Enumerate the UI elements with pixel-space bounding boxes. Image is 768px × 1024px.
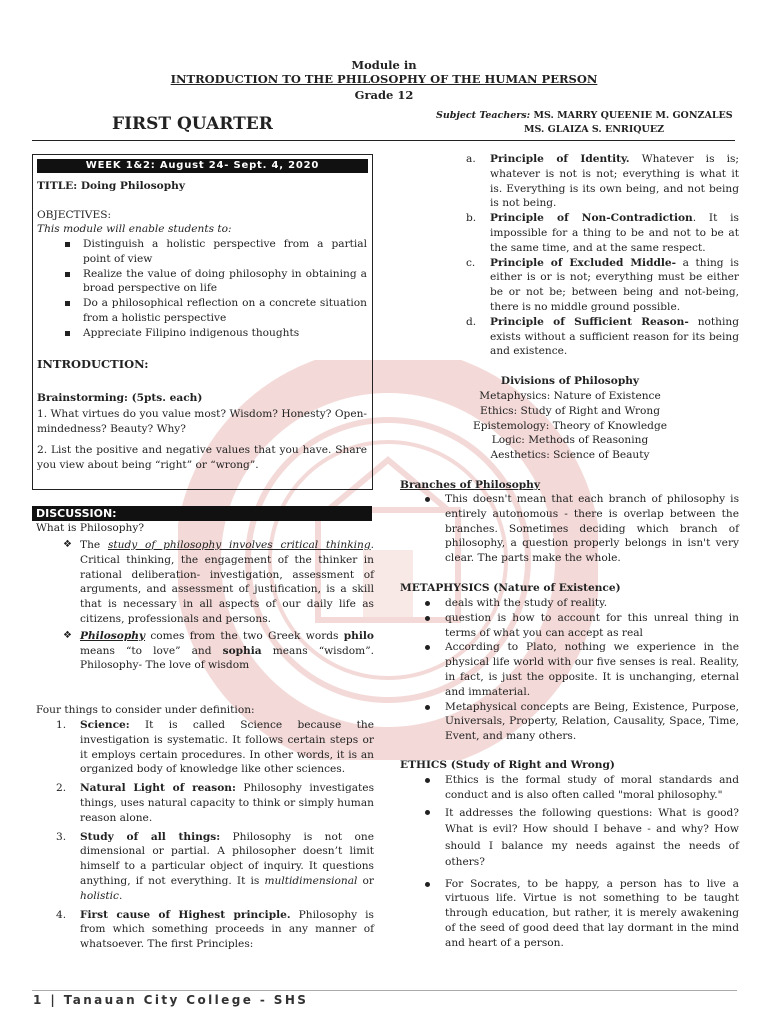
list-item: Realize the value of doing philosophy in obtaining a broad perspective on life bbox=[83, 267, 367, 297]
lesson-title: TITLE: Doing Philosophy bbox=[37, 180, 185, 192]
teacher-2: MS. GLAIZA S. ENRIQUEZ bbox=[524, 124, 665, 135]
division-item: Aesthetics: Science of Beauty bbox=[490, 449, 650, 462]
list-item: Appreciate Filipino indigenous thoughts bbox=[83, 326, 367, 341]
header-rule bbox=[32, 140, 735, 141]
branches-title: Branches of Philosophy bbox=[400, 479, 541, 491]
ethics-list bbox=[445, 773, 739, 951]
division-item: Ethics: Study of Right and Wrong bbox=[480, 404, 660, 417]
divisions-title: Divisions of Philosophy bbox=[500, 375, 640, 387]
page-number: 1 bbox=[33, 993, 44, 1007]
list-item: Do a philosophical reflection on a concrete situation from a holistic perspective bbox=[83, 296, 367, 326]
list-item: question is how to account for this unreal thing in terms of what you can accept as real bbox=[445, 611, 739, 641]
ethics-title: ETHICS (Study of Right and Wrong) bbox=[400, 759, 615, 771]
footer-separator: | bbox=[43, 993, 64, 1007]
four-things-list bbox=[56, 718, 375, 952]
quarter-title: FIRST QUARTER bbox=[112, 114, 273, 134]
teachers-block bbox=[436, 110, 733, 121]
week-box bbox=[32, 154, 373, 490]
list-item: Ethics is the formal study of moral standards and conduct and is also often called "moral philosophy." bbox=[445, 773, 739, 803]
list-item: Distinguish a holistic perspective from a partial point of view bbox=[83, 237, 367, 267]
division-item: Epistemology: Theory of Knowledge bbox=[472, 419, 668, 432]
list-item: 3. Study of all things: Philosophy is not one dimensional or partial. A philosopher doesn’t limit himself to a particular object of inquiry. It questions anything, if not everything. It is multidimensional or holistic. bbox=[56, 830, 374, 902]
grade-label: Grade 12 bbox=[354, 88, 414, 102]
introduction-heading: INTRODUCTION: bbox=[37, 357, 149, 371]
footer-rule bbox=[32, 990, 737, 991]
discussion-bullets bbox=[63, 538, 375, 673]
principles-list bbox=[466, 152, 739, 359]
list-item: c. Principle of Excluded Middle- a thing is either is or is not; everything must be either be or not be; between being and not-being, there is no middle ground possible. bbox=[466, 256, 739, 313]
metaphysics-title: METAPHYSICS (Nature of Existence) bbox=[400, 582, 621, 594]
metaphysics-list bbox=[445, 596, 739, 744]
objectives-label: OBJECTIVES: bbox=[37, 209, 112, 221]
list-item: ❖ Philosophy comes from the two Greek words philo means “to love” and sophia means “wisdom”. Philosophy- The love of wisdom bbox=[63, 629, 374, 672]
divisions-list bbox=[400, 389, 740, 463]
list-item: 4. First cause of Highest principle. Philosophy is from which something proceeds in any manner of whatsoever. The first Principles: bbox=[56, 908, 374, 951]
objectives-sub: This module will enable students to: bbox=[37, 223, 232, 235]
what-is-philosophy: What is Philosophy? bbox=[36, 522, 145, 534]
list-item: This doesn't mean that each branch of philosophy is entirely autonomous - there is overlap between the branches. Sometimes deciding which branch of philosophy, a question properly belongs in isn't very clear. The parts make the whole. bbox=[445, 492, 739, 566]
question-2: 2. List the positive and negative values that you have. Share you view about being “right” or “wrong”. bbox=[37, 444, 367, 471]
diamond-icon: ❖ bbox=[63, 629, 72, 641]
list-item: 1. Science: It is called Science because the investigation is systematic. It follows certain steps or it employs certain procedures. In other words, it is an organized body of knowledge like other sciences. bbox=[56, 719, 374, 776]
footer-text: Tanauan City College - SHS bbox=[63, 993, 309, 1007]
list-item: It addresses the following questions: What is good? What is evil? How should I behave - and why? How should I balance my needs against the needs of others? bbox=[445, 805, 739, 871]
objectives-list bbox=[83, 237, 367, 341]
list-item: deals with the study of reality. bbox=[445, 596, 739, 611]
list-item: ❖ The study of philosophy involves critical thinking. Critical thinking, the engagement of the thinker in rational deliberation- investigation, assessment of arguments, and assessment of justification, is a skill that is necessary in all aspects of our daily life as citizens, professionals and persons. bbox=[63, 539, 375, 625]
list-item: For Socrates, to be happy, a person has to live a virtuous life. Virtue is not something to be taught through education, but rather, it is merely awakening of the seed of good deed that lay dormant in the mind and heart of a person. bbox=[445, 877, 739, 951]
list-item: Metaphysical concepts are Being, Existence, Purpose, Universals, Property, Relation, Causality, Space, Time, Event, and many others. bbox=[445, 700, 739, 744]
course-title: INTRODUCTION TO THE PHILOSOPHY OF THE HUMAN PERSON bbox=[170, 72, 598, 86]
question-1: 1. What virtues do you value most? Wisdom? Honesty? Open-mindedness? Beauty? Why? bbox=[37, 408, 367, 435]
diamond-icon: ❖ bbox=[63, 539, 72, 550]
division-item: Logic: Methods of Reasoning bbox=[491, 434, 649, 447]
teacher-1: MS. MARRY QUEENIE M. GONZALES bbox=[533, 110, 733, 121]
list-item: According to Plato, nothing we experience in the physical life world with our five senses is real. Reality, in fact, is just the opposite. It is unchanging, eternal and immaterial. bbox=[445, 640, 739, 699]
list-item: b. Principle of Non-Contradiction. It is impossible for a thing to be and not to be at the same time, and at the same respect. bbox=[466, 212, 739, 254]
list-item: a. Principle of Identity. Whatever is is; whatever is not is not; everything is what it is. Everything is its own being, and not being is not being. bbox=[466, 153, 739, 210]
module-label: Module in bbox=[351, 58, 417, 72]
teachers-label: Subject Teachers: bbox=[436, 110, 531, 121]
brainstorming-heading: Brainstorming: (5pts. each) bbox=[37, 392, 203, 404]
four-things: Four things to consider under definition: bbox=[36, 704, 255, 716]
division-item: Metaphysics: Nature of Existence bbox=[479, 390, 661, 402]
footer bbox=[33, 993, 308, 1007]
list-item: 2. Natural Light of reason: Philosophy investigates things, uses natural capacity to think or simply human reason alone. bbox=[56, 782, 375, 824]
discussion-bar: DISCUSSION: bbox=[32, 506, 372, 521]
week-bar: WEEK 1&2: August 24- Sept. 4, 2020 bbox=[37, 159, 368, 173]
branches-list bbox=[445, 492, 739, 566]
list-item: d. Principle of Sufficient Reason- nothing exists without a sufficient reason for its being and existence. bbox=[466, 315, 739, 358]
